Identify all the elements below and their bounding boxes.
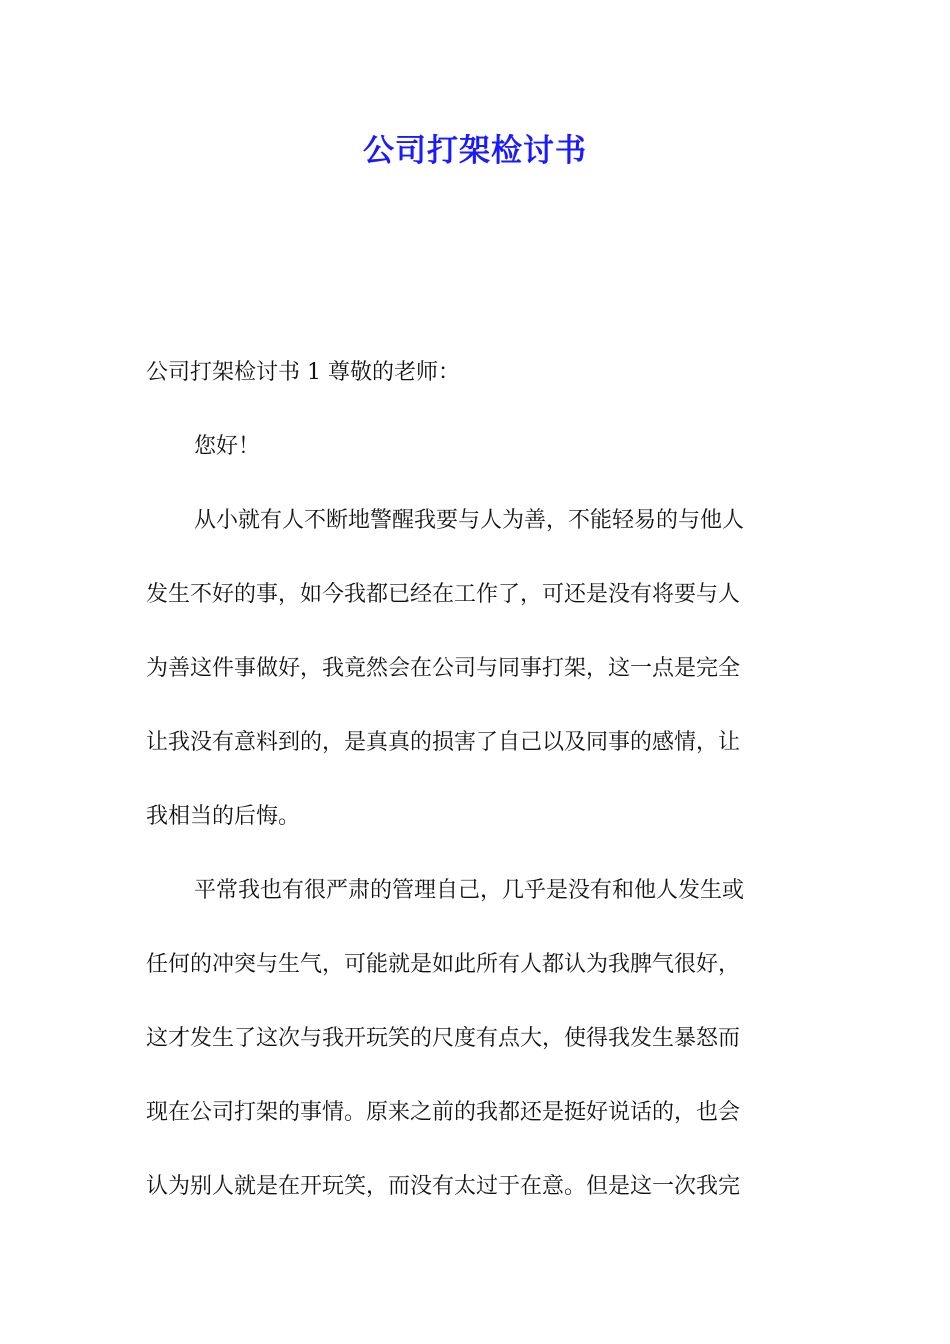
document-body bbox=[146, 336, 806, 1224]
paragraph-1-line: 让我没有意料到的，是真真的损害了自己以及同事的感情，让 bbox=[146, 730, 741, 755]
paragraph-2-line: 任何的冲突与生气，可能就是如此所有人都认为我脾气很好， bbox=[146, 952, 741, 977]
paragraph-1-line: 为善这件事做好，我竟然会在公司与同事打架，这一点是完全 bbox=[146, 656, 741, 681]
paragraph-2-line: 认为别人就是在开玩笑，而没有太过于在意。但是这一次我完 bbox=[146, 1174, 741, 1199]
heading-line: 公司打架检讨书 1 尊敬的老师： bbox=[146, 360, 460, 385]
heading-line-paragraph bbox=[146, 336, 806, 410]
paragraph-2-line: 平常我也有很严肃的管理自己，几乎是没有和他人发生或 bbox=[194, 878, 745, 903]
paragraph-2-line: 现在公司打架的事情。原来之前的我都还是挺好说话的，也会 bbox=[146, 1100, 741, 1125]
paragraph-1 bbox=[146, 484, 806, 854]
paragraph-1-line: 从小就有人不断地警醒我要与人为善，不能轻易的与他人 bbox=[194, 508, 745, 533]
greeting-paragraph bbox=[146, 410, 806, 484]
paragraph-2 bbox=[146, 854, 806, 1224]
paragraph-1-line: 我相当的后悔。 bbox=[146, 804, 301, 829]
greeting-line: 您好！ bbox=[194, 434, 261, 459]
paragraph-2-line: 这才发生了这次与我开玩笑的尺度有点大，使得我发生暴怒而 bbox=[146, 1026, 741, 1051]
paragraph-1-line: 发生不好的事，如今我都已经在工作了，可还是没有将要与人 bbox=[146, 582, 741, 607]
document-title: 公司打架检讨书 bbox=[363, 133, 587, 169]
